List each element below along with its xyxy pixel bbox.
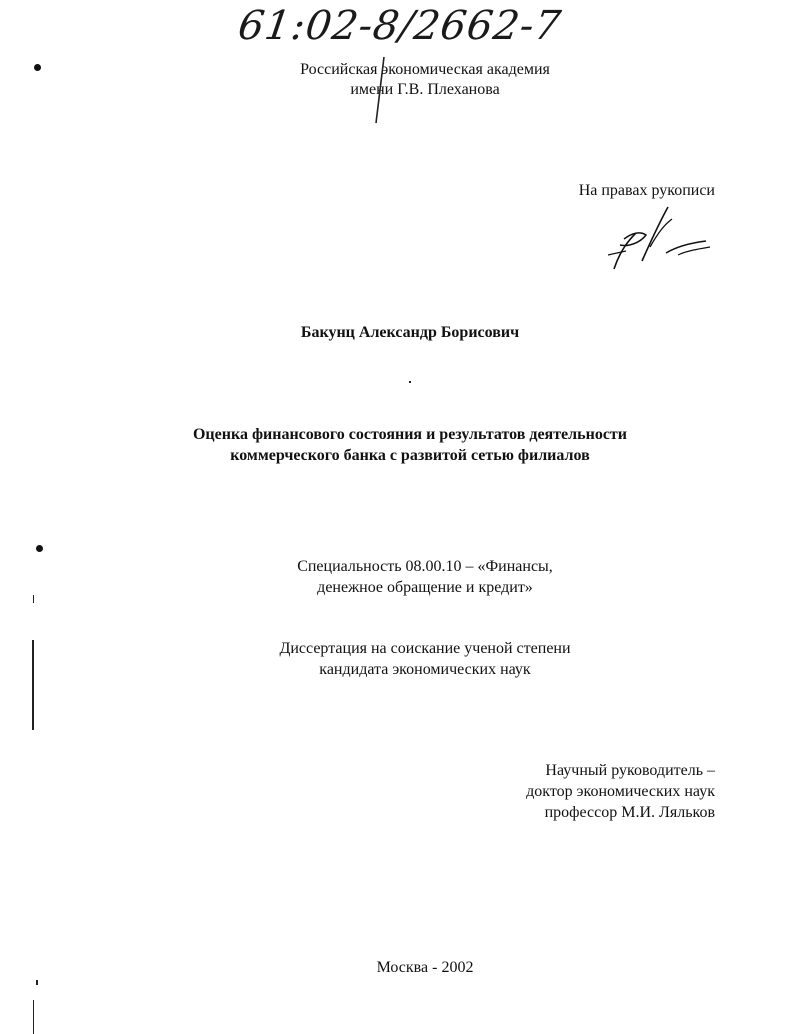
scan-speck [409,381,411,383]
degree-line-2: кандидата экономических наук [319,661,531,678]
degree-statement [150,638,700,680]
supervisor-line-3: профессор М.И. Ляльков [544,804,715,821]
scientific-supervisor [400,760,715,823]
scan-dot [36,545,43,552]
signature-icon [606,203,716,273]
specialty-line-2: денежное обращение и кредит» [317,579,533,596]
pen-stroke [370,55,390,125]
scan-dot [34,64,41,71]
author-name: Бакунц Александр Борисович [300,324,520,341]
degree-line-1: Диссертация на соискание ученой степени [279,640,571,657]
scan-edge-mark [33,595,34,603]
scan-edge-mark [32,640,34,730]
scan-edge-mark [36,980,38,985]
supervisor-line-1: Научный руководитель – [545,762,715,779]
institution-header [200,60,650,100]
institution-line-1: Российская экономическая академия [300,61,550,78]
institution-line-2: имени Г.В. Плеханова [350,81,500,98]
title-line-2: коммерческого банка с развитой сетью филиалов [230,447,590,464]
title-line-1: Оценка финансового состояния и результатов деятельности [192,426,627,443]
city-year: Москва - 2002 [376,959,474,976]
archive-code: 61:02-8/2662-7 [235,3,565,49]
scan-edge-mark [33,1000,34,1034]
specialty-line-1: Специальность 08.00.10 – «Финансы, [297,558,553,575]
dissertation-title [80,424,740,466]
specialty [150,556,700,598]
supervisor-line-2: доктор экономических наук [526,783,715,800]
manuscript-rights-note: На правах рукописи [578,182,715,199]
